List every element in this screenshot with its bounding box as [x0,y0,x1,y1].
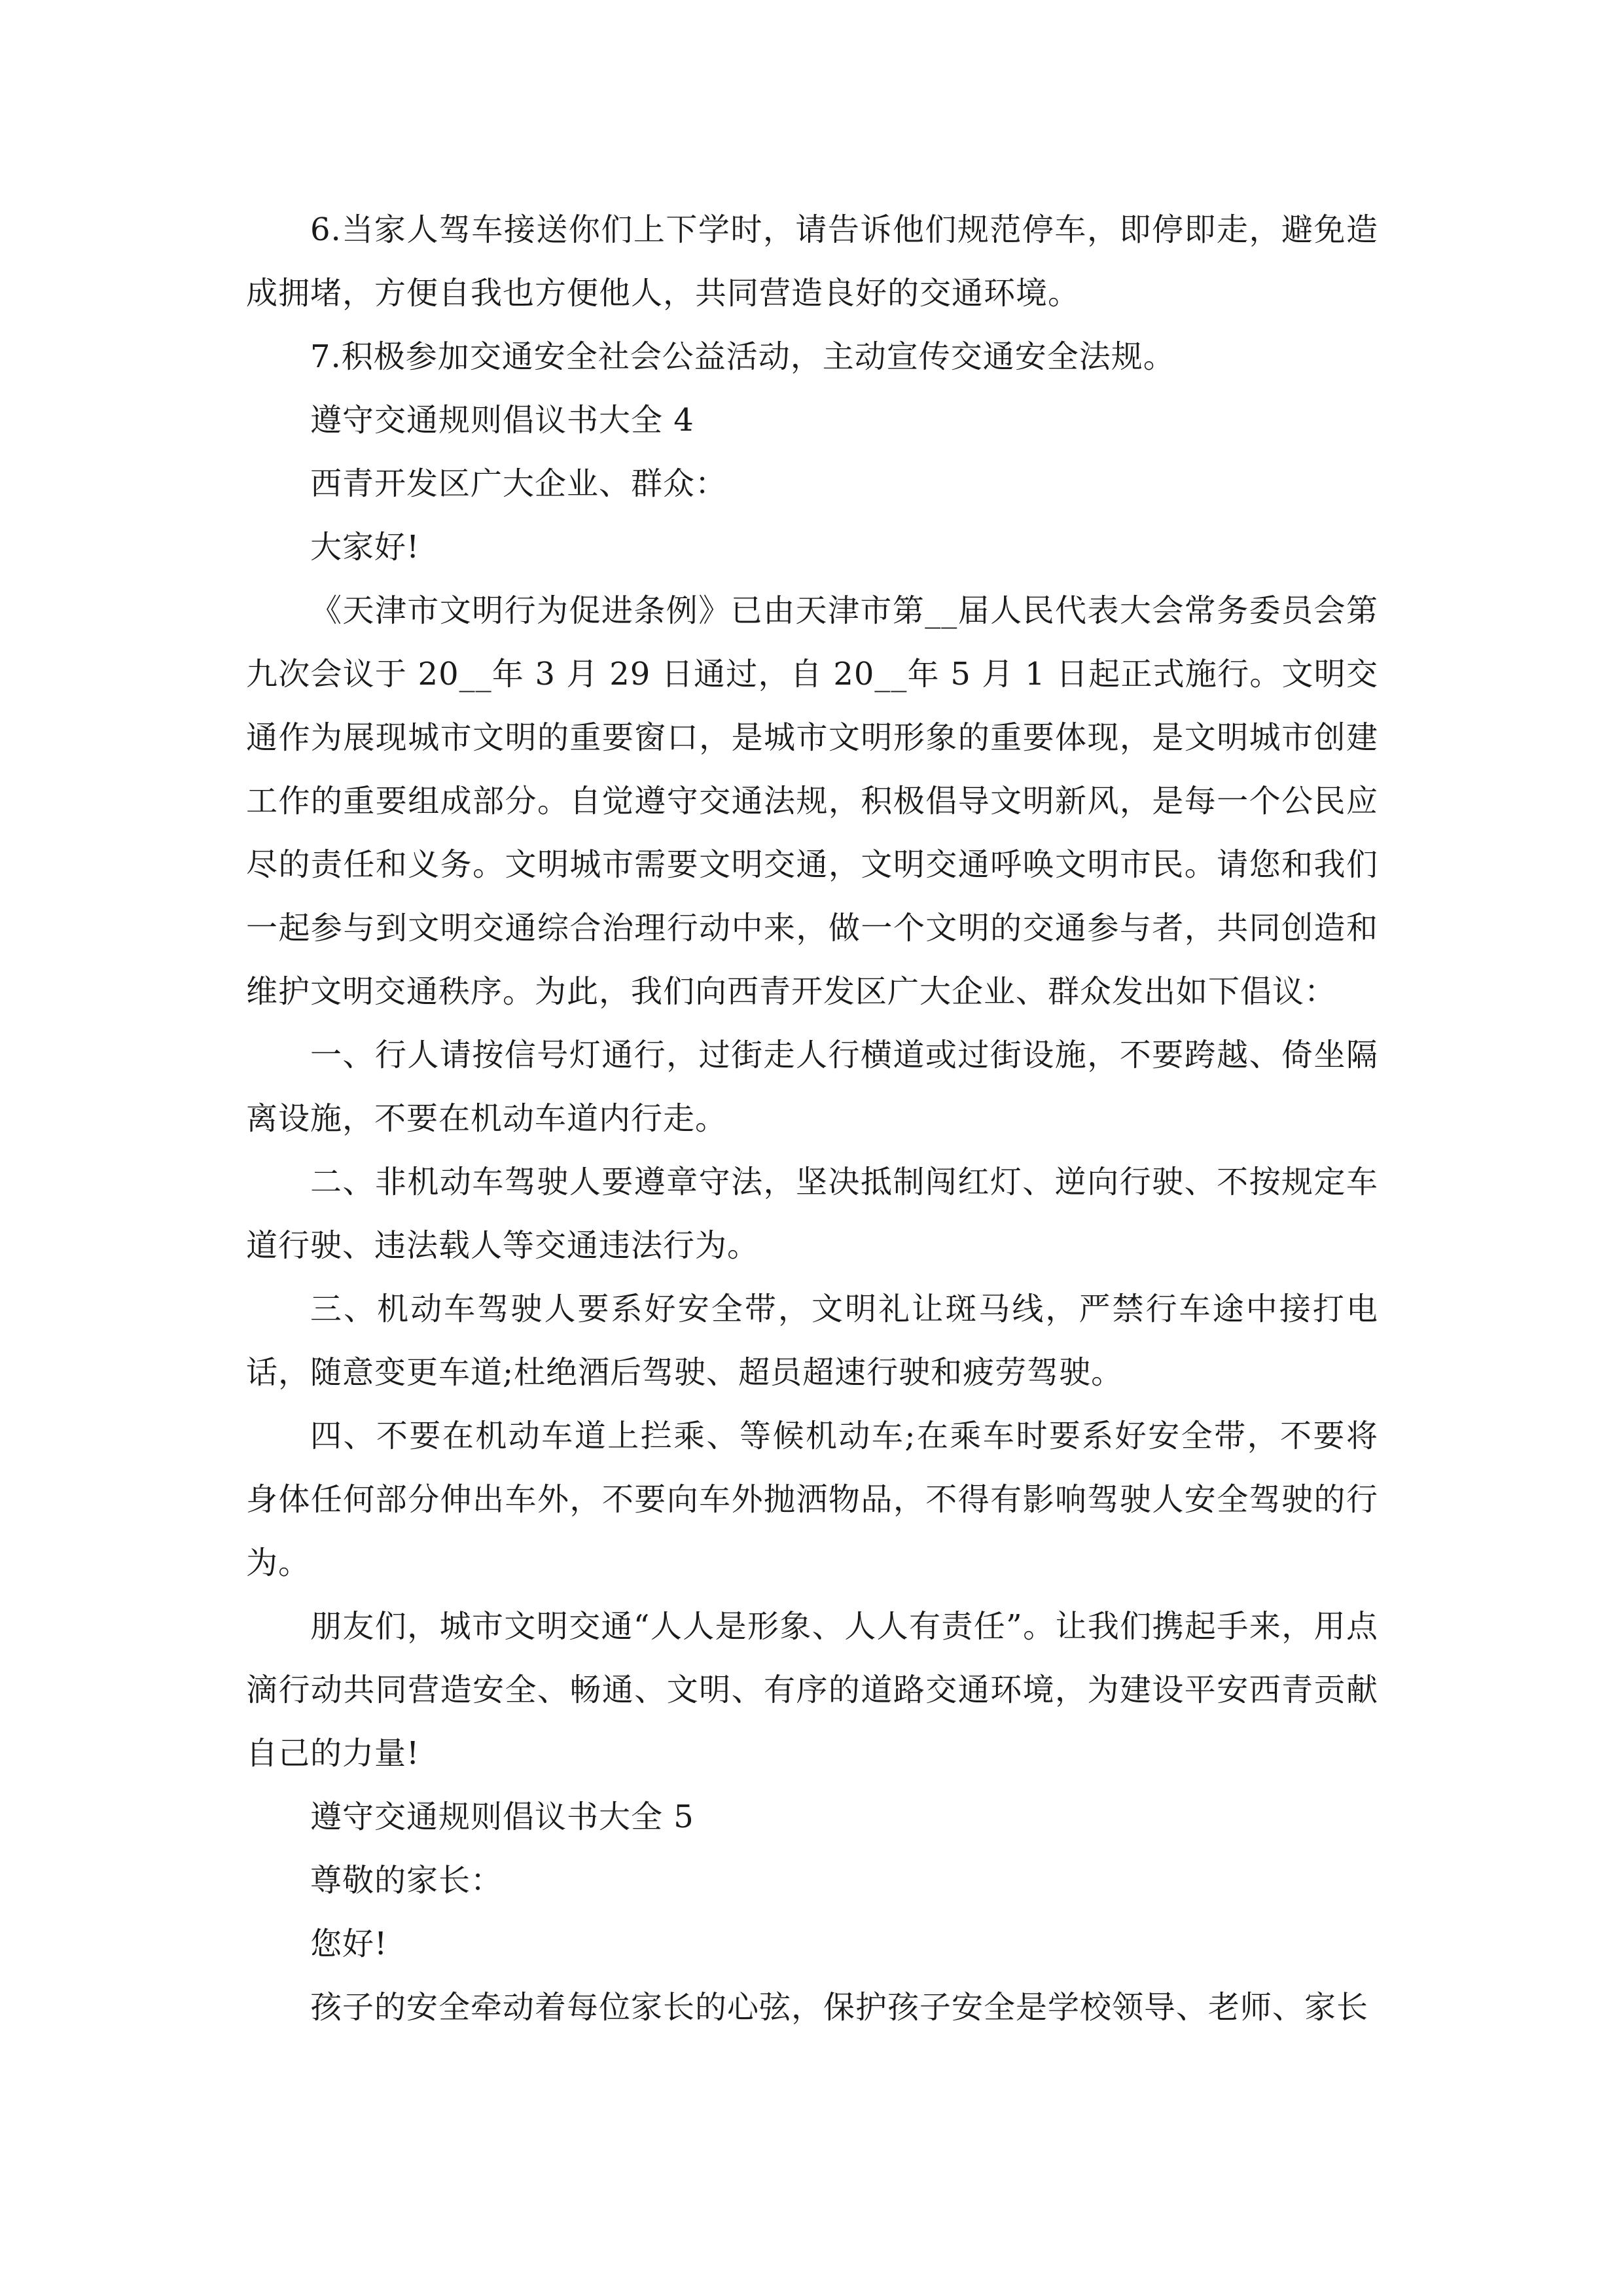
greeting: 大家好! [310,529,420,565]
salutation-recipients: 西青开发区广大企业、群众： [310,465,728,502]
proposal-item-4: 四、不要在机动车道上拦乘、等候机动车;在乘车时要系好安全带，不要将身体任何部分伸出车外，不要向车外抛洒物品，不得有影响驾驶人安全驾驶的行为。 [246,1418,1378,1581]
section-heading-4: 遵守交通规则倡议书大全 4 [310,402,694,439]
closing-paragraph: 朋友们，城市文明交通“人人是形象、人人有责任”。让我们携起手来，用点滴行动共同营造安全、畅通、文明、有序的道路交通环境，为建设平安西青贡献自己的力量! [246,1608,1378,1772]
section-heading-5: 遵守交通规则倡议书大全 5 [310,1799,694,1835]
proposal-item-1: 一、行人请按信号灯通行，过街走人行横道或过街设施，不要跨越、倚坐隔离设施，不要在机动车道内行走。 [246,1037,1378,1137]
paragraph-item-7: 7.积极参加交通安全社会公益活动，主动宣传交通安全法规。 [310,338,1175,375]
document-body [246,198,1378,2039]
body-paragraph-start: 孩子的安全牵动着每位家长的心弦，保护孩子安全是学校领导、老师、家长 [310,1989,1369,2026]
proposal-item-3: 三、机动车驾驶人要系好安全带，文明礼让斑马线，严禁行车途中接打电话，随意变更车道;杜绝酒后驾驶、超员超速行驶和疲劳驾驶。 [246,1291,1378,1391]
greeting-2: 您好! [310,1926,388,1962]
intro-paragraph: 《天津市文明行为促进条例》已由天津市第__届人民代表大会常务委员会第九次会议于 20__年 3 月 29 日通过，自 20__年 5 月 1 日起正式施行。文明交通作为展现城市文明的重要窗口，是城市文明形象的重要体现，是文明城市创建工作的重要组成部分。自觉遵守交通法规，积极倡导文明新风，是每一个公民应尽的责任和义务。文明城市需要文明交通，文明交通呼唤文明市民。请您和我们一起参与到文明交通综合治理行动中来，做一个文明的交通参与者，共同创造和维护文明交通秩序。为此，我们向西青开发区广大企业、群众发出如下倡议： [246,592,1378,1010]
proposal-item-2: 二、非机动车驾驶人要遵章守法，坚决抵制闯红灯、逆向行驶、不按规定车道行驶、违法载人等交通违法行为。 [246,1164,1378,1264]
paragraph-item-6: 6.当家人驾车接送你们上下学时，请告诉他们规范停车，即停即走，避免造成拥堵，方便自我也方便他人，共同营造良好的交通环境。 [246,211,1378,312]
salutation-parents: 尊敬的家长： [310,1862,503,1899]
